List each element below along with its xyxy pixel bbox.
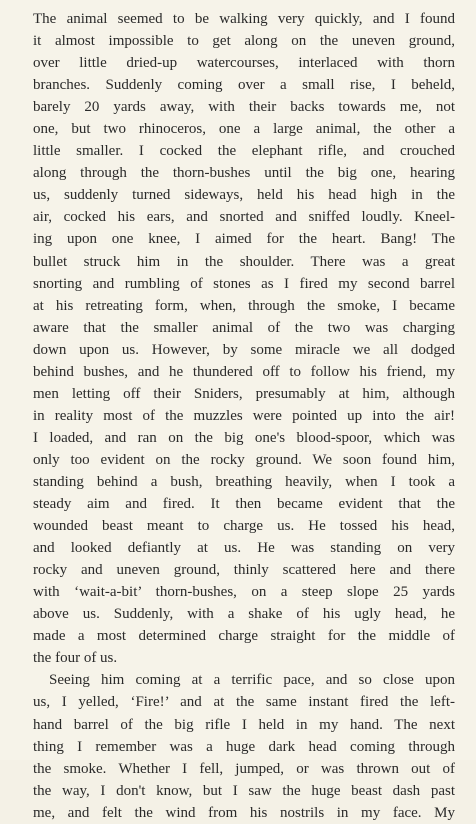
- text-line: with ‘wait-a-bit’ thorn-bushes, on a steep slope 25 yards: [33, 584, 455, 601]
- text-line: men letting off their Sniders, presumably at him, although: [33, 385, 455, 402]
- text-line: air, cocked his ears, and snorted and sniffed loudly. Kneel-: [33, 209, 455, 226]
- text-line: thing I remember was a huge dark head coming through: [33, 738, 455, 755]
- text-line: ing upon one knee, I aimed for the heart. Bang! The: [33, 231, 455, 248]
- text-line: behind bushes, and he thundered off to follow his friend, my: [33, 363, 455, 380]
- text-line: aware that the smaller animal of the two was charging: [33, 319, 455, 336]
- text-line: only too evident on the rocky ground. We soon found him,: [33, 451, 455, 468]
- text-line: standing behind a bush, breathing heavily, when I took a: [33, 473, 455, 490]
- text-line: steady aim and fired. It then became evident that the: [33, 496, 455, 513]
- text-line: hand barrel of the big rifle I held in my hand. The next: [33, 716, 455, 733]
- text-line: us, I yelled, ‘Fire!’ and at the same instant fired the left-: [33, 694, 455, 711]
- text-line: along through the thorn-bushes until the big one, hearing: [33, 165, 455, 182]
- text-line: snorting and rumbling of stones as I fired my second barrel: [33, 275, 455, 292]
- body-text: [33, 8, 455, 824]
- text-line: and looked defiantly at us. He was standing on very: [33, 540, 455, 557]
- text-line: down upon us. However, by some miracle we all dodged: [33, 341, 455, 358]
- paragraph: [33, 8, 455, 669]
- text-line: I loaded, and ran on the big one's blood-spoor, which was: [33, 429, 455, 446]
- text-line: Seeing him coming at a terrific pace, and so close upon: [49, 672, 455, 689]
- text-line: me, and felt the wind from his nostrils in my face. My: [33, 804, 455, 821]
- text-line: bullet struck him in the shoulder. There was a great: [33, 253, 455, 270]
- text-line: one, but two rhinoceros, one a large animal, the other a: [33, 121, 455, 138]
- text-line: wounded beast meant to charge us. He tossed his head,: [33, 518, 455, 535]
- text-line: rocky and uneven ground, thinly scattered here and there: [33, 562, 455, 579]
- text-line: above us. Suddenly, with a shake of his ugly head, he: [33, 606, 455, 623]
- text-line: it almost impossible to get along on the uneven ground,: [33, 33, 455, 50]
- text-line: at his retreating form, when, through the smoke, I became: [33, 297, 455, 314]
- text-line: the way, I don't know, but I saw the huge beast dash past: [33, 782, 455, 799]
- text-line: The animal seemed to be walking very quickly, and I found: [33, 11, 455, 27]
- text-line: us, suddenly turned sideways, held his head high in the: [33, 187, 455, 204]
- text-line: the four of us.: [33, 650, 118, 667]
- text-line: branches. Suddenly coming over a small rise, I beheld,: [33, 77, 455, 94]
- text-line: made a most determined charge straight for the middle of: [33, 628, 455, 645]
- text-line: the smoke. Whether I fell, jumped, or was thrown out of: [33, 760, 455, 777]
- paragraph: [33, 669, 455, 823]
- text-line: over little dried-up watercourses, interlaced with thorn: [33, 55, 455, 72]
- text-line: little smaller. I cocked the elephant rifle, and crouched: [33, 143, 455, 160]
- text-line: in reality most of the muzzles were pointed up into the air!: [33, 407, 455, 424]
- text-line: barely 20 yards away, with their backs towards me, not: [33, 99, 455, 116]
